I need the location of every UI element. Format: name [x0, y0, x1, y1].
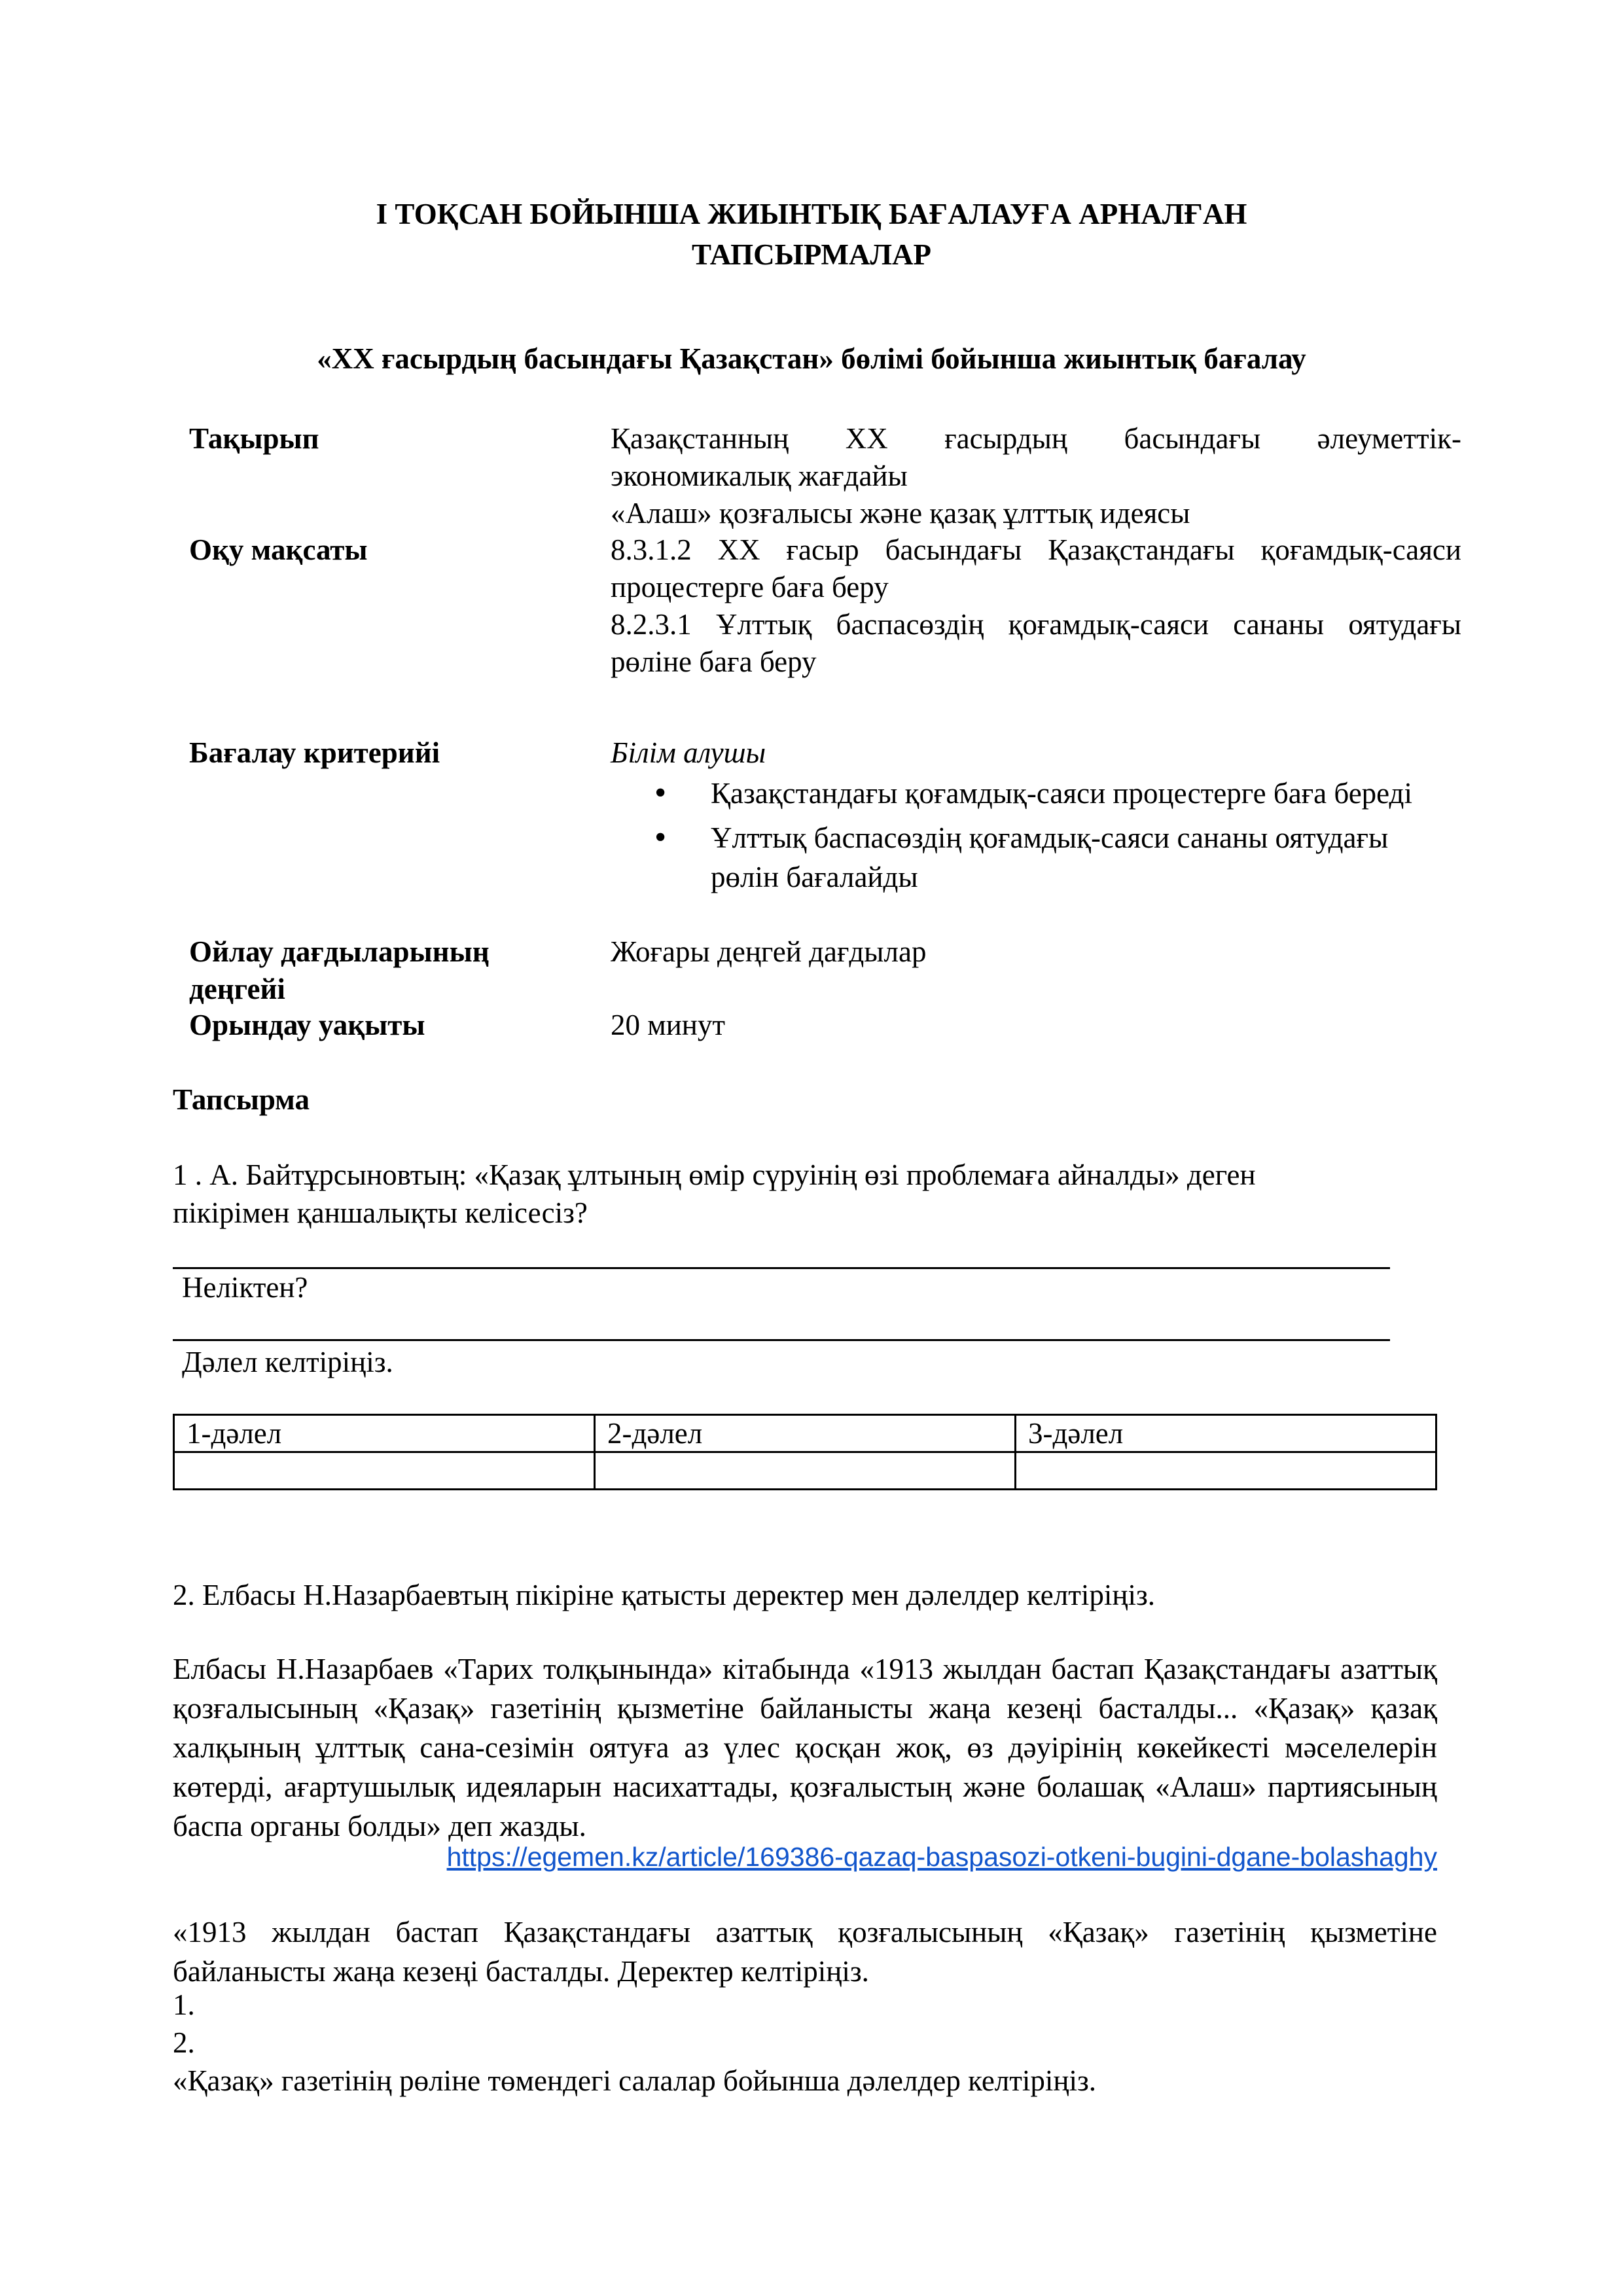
- goal-line-2: процестерге баға беру: [611, 571, 889, 603]
- table-answer-cell[interactable]: [595, 1452, 1016, 1490]
- criteria-item: • Қазақстандағы қоғамдық-саяси процестерге баға береді: [654, 774, 1461, 813]
- source-link[interactable]: https://egemen.kz/article/169386-qazaq-baspasozi-otkeni-bugini-dgane-bolashaghy: [446, 1842, 1437, 1872]
- criteria-label: Бағалау критерийі: [189, 736, 440, 769]
- skills-label-line-1: Ойлау дағдыларының: [189, 935, 490, 968]
- topic-line-2: экономикалық жағдайы: [611, 459, 908, 492]
- task2-quote: Елбасы Н.Назарбаев «Тарих толқынында» кітабында «1913 жылдан бастап Қазақстандағы азаттық қозғалысының «Қазақ» газетінің қызметіне байланысты жаңа кезеңі басталды... «Қазақ» қазақ халқының ұлттық сана-сезімін оятуға аз үлес қосқан жоқ, өз дәуірінің көкейкесті мәселелерін көтерді, ағартушылық идеяларын насихаттады, қозғалыстың және болашақ «Алаш» партиясының баспа органы болды» деп жазды.: [173, 1653, 1437, 1842]
- title-line-2: ТАПСЫРМАЛАР: [692, 238, 931, 271]
- table-answer-cell[interactable]: [1016, 1452, 1436, 1490]
- task1-question-line-2: пікірімен қаншалықты келісесіз?: [173, 1196, 588, 1229]
- table-header-cell: 3-дәлел: [1016, 1415, 1436, 1452]
- task1-question-line-1: 1 . А. Байтұрсыновтың: «Қазақ ұлтының өмір сүруінің өзі проблемаға айналды» деген: [173, 1158, 1256, 1191]
- goal-line-3: 8.2.3.1 Ұлттық баспасөздің қоғамдық-саяси сананы оятудағы: [611, 608, 1461, 641]
- skills-label: [189, 933, 490, 1008]
- table-header-cell: 2-дәлел: [595, 1415, 1016, 1452]
- task-heading: Тапсырма: [173, 1083, 310, 1116]
- task1-question: [173, 1156, 1256, 1232]
- time-value: 20 минут: [611, 1009, 726, 1041]
- goal-value: [611, 531, 1461, 681]
- topic-label: Тақырып: [189, 422, 319, 455]
- title-line-1: I ТОҚСАН БОЙЫНША ЖИЫНТЫҚ БАҒАЛАУҒА АРНАЛҒАН: [376, 198, 1247, 230]
- topic-line-1: Қазақстанның ХХ ғасырдың басындағы әлеуметтік-: [611, 422, 1461, 455]
- criteria-list: [654, 774, 1461, 902]
- task2-sub-question: «1913 жылдан бастап Қазақстандағы азаттық қозғалысының «Қазақ» газетінің қызметіне байланысты жаңа кезеңі басталды. Деректер келтіріңіз.: [173, 1916, 1437, 1988]
- table-row: [174, 1452, 1436, 1490]
- criteria-item: • Ұлттық баспасөздің қоғамдық-саяси сананы оятудағы рөлін бағалайды: [654, 818, 1461, 897]
- skills-label-line-2: деңгейі: [189, 973, 285, 1005]
- section-subtitle: «ХХ ғасырдың басындағы Қазақстан» бөлімі бойынша жиынтық бағалау: [317, 342, 1306, 375]
- table-header-cell: 1-дәлел: [174, 1415, 595, 1452]
- skills-value: Жоғары деңгей дағдылар: [611, 935, 927, 968]
- evidence-table: [173, 1414, 1437, 1490]
- answer-item-2: 2.: [173, 2026, 195, 2059]
- table-answer-cell[interactable]: [174, 1452, 595, 1490]
- goal-line-4: рөліне баға беру: [611, 645, 817, 678]
- topic-value: [611, 420, 1461, 532]
- table-row: [174, 1415, 1436, 1452]
- page-title: [170, 194, 1453, 275]
- topic-line-3: «Алаш» қозғалысы және қазақ ұлттық идеясы: [611, 497, 1190, 529]
- answer-line[interactable]: [173, 1267, 1390, 1269]
- goal-line-1: 8.3.1.2 ХХ ғасыр басындағы Қазақстандағы қоғамдық-саяси: [611, 533, 1461, 566]
- task2-question: 2. Елбасы Н.Назарбаевтың пікіріне қатысты деректер мен дәлелдер келтіріңіз.: [173, 1579, 1155, 1611]
- why-prompt: Неліктен?: [182, 1271, 308, 1304]
- answer-line[interactable]: [173, 1339, 1390, 1341]
- answer-item-1: 1.: [173, 1988, 195, 2021]
- time-label: Орындау уақыты: [189, 1009, 425, 1041]
- goal-label: Оқу мақсаты: [189, 533, 368, 566]
- criteria-intro: Білім алушы: [611, 736, 766, 769]
- task2-last-prompt: «Қазақ» газетінің рөліне төмендегі салалар бойынша дәлелдер келтіріңіз.: [173, 2064, 1097, 2097]
- evidence-prompt: Дәлел келтіріңіз.: [182, 1346, 393, 1378]
